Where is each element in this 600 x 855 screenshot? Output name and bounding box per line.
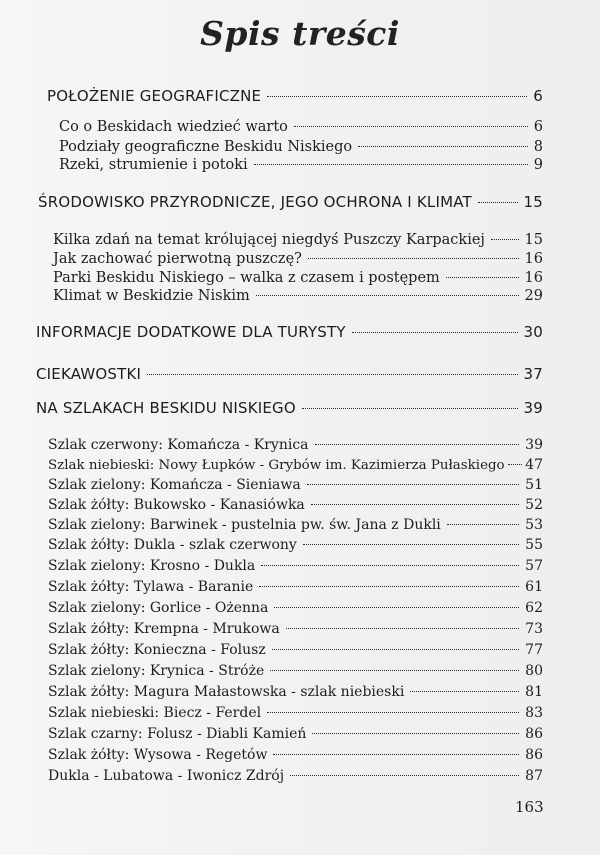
toc-entry-page: 80 — [525, 663, 543, 679]
toc-entry-label: Szlak żółty: Konieczna - Folusz — [48, 642, 266, 658]
dot-leader — [307, 484, 519, 485]
dot-leader — [302, 408, 518, 409]
toc-entry-label: ŚRODOWISKO PRZYRODNICZE, JEGO OCHRONA I KLIMAT — [38, 193, 472, 211]
dot-leader — [410, 691, 519, 692]
dot-leader — [294, 126, 528, 127]
dot-leader — [267, 712, 519, 713]
toc-entry-label: Szlak czerwony: Komańcza - Krynica — [48, 437, 309, 453]
toc-trail-entry — [48, 495, 543, 515]
dot-leader — [256, 295, 519, 296]
dot-leader — [267, 96, 527, 97]
toc-trail-entry — [48, 640, 543, 660]
dot-leader — [270, 670, 519, 671]
dot-leader — [259, 586, 519, 587]
toc-entry-label: Szlak zielony: Krosno - Dukla — [48, 558, 256, 574]
dot-leader — [447, 524, 519, 525]
dot-leader — [315, 444, 520, 445]
dot-leader — [254, 164, 528, 165]
toc-entry-label: NA SZLAKACH BESKIDU NISKIEGO — [36, 399, 296, 417]
toc-entry-label: Klimat w Beskidzie Niskim — [53, 288, 250, 304]
toc-trail-entry — [48, 703, 543, 723]
toc-entry-page: 57 — [525, 558, 543, 574]
toc-entry-label: Jak zachować pierwotną puszczę? — [53, 251, 302, 267]
toc-trail-entry — [48, 724, 543, 744]
toc-trail-entry — [48, 577, 543, 597]
toc-entry-label: Szlak żółty: Krempna - Mrukowa — [48, 621, 280, 637]
toc-trail-entry — [48, 455, 543, 476]
toc-entry-page: 6 — [533, 119, 543, 135]
toc-entry-page: 47 — [525, 457, 543, 473]
toc-entry-label: Co o Beskidach wiedzieć warto — [59, 119, 288, 135]
toc-entry-page: 39 — [523, 399, 543, 417]
toc-trail-entry — [48, 556, 543, 576]
toc-entry-page: 86 — [525, 747, 543, 763]
toc-entry-page: 16 — [524, 270, 543, 286]
toc-entry-page: 37 — [523, 365, 543, 383]
toc-entry-page: 62 — [525, 600, 543, 616]
dot-leader — [312, 733, 519, 734]
toc-trail-entry — [48, 535, 543, 555]
toc-entry-page: 55 — [525, 537, 543, 553]
toc-entry-tourist-info — [36, 322, 543, 342]
toc-entry-page: 6 — [533, 87, 543, 105]
dot-leader — [273, 754, 519, 755]
toc-entry-label: CIEKAWOSTKI — [36, 365, 142, 383]
toc-entry-label: Szlak żółty: Wysowa - Regetów — [48, 747, 268, 763]
dot-leader — [508, 464, 523, 465]
toc-entry-page: 9 — [533, 157, 543, 173]
dot-leader — [290, 775, 519, 776]
toc-subentry — [59, 155, 543, 175]
toc-entry-label: Szlak żółty: Bukowsko - Kanasiówka — [48, 497, 305, 513]
toc-entry-label: Kilka zdań na temat królującej niegdyś Puszczy Karpackiej — [53, 232, 485, 248]
toc-trail-entry — [48, 766, 543, 786]
toc-entry-label: INFORMACJE DODATKOWE DLA TURYSTY — [36, 323, 346, 341]
dot-leader — [261, 565, 519, 566]
dot-leader — [272, 649, 519, 650]
toc-trail-entry — [48, 661, 543, 681]
toc-entry-label: Szlak żółty: Tylawa - Baranie — [48, 579, 254, 595]
dot-leader — [274, 607, 519, 608]
toc-trail-entry — [48, 515, 543, 535]
toc-subentry — [53, 230, 543, 250]
toc-entry-page: 15 — [523, 193, 543, 211]
toc-trail-entry — [48, 475, 543, 495]
toc-entry-page: 15 — [524, 232, 543, 248]
dot-leader — [286, 628, 519, 629]
toc-entry-label: Szlak żółty: Dukla - szlak czerwony — [48, 537, 297, 553]
dot-leader — [478, 202, 518, 203]
toc-trail-entry — [48, 682, 543, 702]
dot-leader — [352, 332, 518, 333]
toc-entry-page: 73 — [525, 621, 543, 637]
dot-leader — [311, 504, 519, 505]
toc-entry-label: Szlak zielony: Krynica - Stróże — [48, 663, 265, 679]
toc-entry-label: Szlak zielony: Gorlice - Ożenna — [48, 600, 269, 616]
toc-entry-page: 39 — [525, 437, 543, 453]
toc-entry-label: Podziały geograficzne Beskidu Niskiego — [59, 139, 353, 155]
toc-entry-page: 87 — [525, 768, 543, 784]
dot-leader — [358, 146, 528, 147]
toc-subentry — [53, 249, 543, 269]
toc-entry-page: 86 — [525, 726, 543, 742]
toc-trail-entry — [48, 435, 543, 455]
toc-subentry — [59, 117, 543, 137]
page-title: Spis treści — [200, 14, 400, 53]
toc-entry-page: 29 — [524, 288, 543, 304]
toc-entry-page: 61 — [525, 579, 543, 595]
toc-entry-page: 16 — [524, 251, 543, 267]
toc-entry-page: 8 — [533, 139, 543, 155]
toc-entry-label: Szlak zielony: Barwinek - pustelnia pw. św. Jana z Dukli — [48, 517, 441, 533]
toc-trail-entry — [48, 598, 543, 618]
toc-entry-label: Rzeki, strumienie i potoki — [59, 157, 248, 173]
toc-entry-page: 52 — [525, 497, 543, 513]
toc-trail-entry — [48, 745, 543, 765]
toc-entry-label: Parki Beskidu Niskiego – walka z czasem i postępem — [53, 270, 440, 286]
toc-entry-trails — [36, 398, 543, 418]
toc-entry-page: 53 — [525, 517, 543, 533]
toc-entry-label: Szlak żółty: Magura Małastowska - szlak niebieski — [48, 684, 405, 700]
dot-leader — [491, 239, 519, 240]
dot-leader — [303, 544, 519, 545]
dot-leader — [308, 258, 519, 259]
toc-entry-label: Szlak niebieski: Biecz - Ferdel — [48, 705, 262, 721]
toc-subentry — [53, 268, 543, 288]
page-number: 163 — [515, 798, 544, 816]
dot-leader — [147, 374, 517, 375]
toc-entry-environment — [38, 192, 543, 212]
toc-entry-page: 81 — [525, 684, 543, 700]
toc-entry-label: Szlak niebieski: Nowy Łupków - Grybów im. Kazimierza Pułaskiego — [48, 458, 505, 473]
toc-subentry — [53, 286, 543, 306]
toc-entry-page: 77 — [525, 642, 543, 658]
dot-leader — [446, 277, 519, 278]
toc-entry-page: 83 — [525, 705, 543, 721]
toc-entry-label: Szlak czarny: Folusz - Diabli Kamień — [48, 726, 307, 742]
toc-trail-entry — [48, 619, 543, 639]
toc-subentry — [59, 137, 543, 157]
toc-entry-label: POŁOŻENIE GEOGRAFICZNE — [47, 87, 262, 105]
toc-entry-page: 51 — [525, 477, 543, 493]
toc-entry-curiosities — [36, 364, 543, 384]
toc-entry-label: Szlak zielony: Komańcza - Sieniawa — [48, 477, 301, 493]
toc-entry-geography — [47, 86, 543, 106]
toc-entry-label: Dukla - Lubatowa - Iwonicz Zdrój — [48, 768, 285, 784]
toc-entry-page: 30 — [523, 323, 543, 341]
